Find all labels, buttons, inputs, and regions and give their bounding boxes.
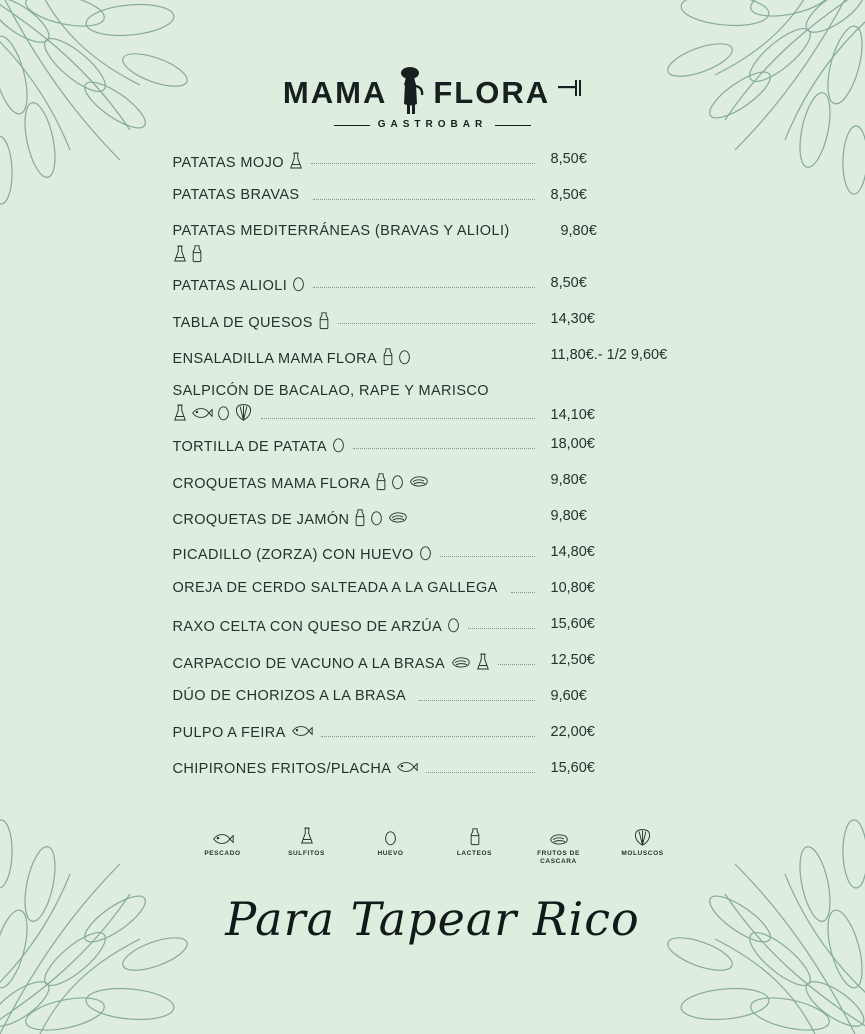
leader-dots: [419, 688, 534, 701]
sulfitos-icon: [173, 244, 187, 269]
leader-spacer: [417, 508, 534, 520]
leader-dots: [311, 151, 535, 164]
moluscos-icon: [234, 404, 253, 426]
legend-item-sulfitos: [276, 816, 338, 858]
menu-item-allergens: [289, 151, 303, 176]
menu-item-name: PATATAS ALIOLI: [172, 277, 288, 294]
pescado-icon: [192, 816, 254, 846]
logo-word-flora: FLORA: [433, 74, 551, 110]
menu-item-allergens: [173, 403, 253, 428]
sulfitos-icon: [276, 816, 338, 846]
pescado-icon: [191, 406, 213, 425]
menu-item-price: 9,60€: [550, 687, 587, 704]
menu-item: [173, 151, 693, 181]
menu-item-name: TABLA DE QUESOS: [172, 314, 313, 331]
restaurant-logo: [0, 0, 865, 131]
menu-item-allergens: [332, 436, 345, 458]
menu-item-price: 15,60€: [550, 615, 595, 632]
legend-label: LACTEOS: [456, 849, 493, 857]
menu-item-allergens: [396, 760, 418, 779]
menu-item: [173, 347, 693, 377]
menu-item-price: 9,80€: [560, 222, 597, 239]
menu-item-name: OREJA DE CERDO SALTEADA A LA GALLEGA: [172, 579, 498, 596]
menu-item-allergens: [292, 275, 305, 297]
menu-item-price: 22,00€: [550, 723, 595, 740]
lacteos-icon: [375, 472, 387, 496]
menu-item-name: PATATAS MOJO: [172, 155, 284, 171]
leader-dots: [440, 544, 535, 557]
menu-item: [173, 580, 693, 610]
menu-item-name: PULPO A FEIRA: [172, 725, 286, 741]
leader-dots: [321, 724, 535, 737]
huevo-icon: [398, 348, 411, 370]
legend-label: FRUTOS DE CASCARA: [537, 849, 580, 865]
menu-item-name: CROQUETAS DE JAMÓN: [172, 511, 350, 528]
menu-item-price: 14,80€: [550, 543, 595, 560]
legend-item-moluscos: [612, 816, 674, 858]
menu-item: [173, 311, 693, 341]
menu-item-price: 15,60€: [550, 759, 595, 776]
leader-dots: [313, 187, 535, 200]
menu-item-name: SALPICÓN DE BACALAO, RAPE Y MARISCO: [172, 382, 489, 399]
menu-item-name: PATATAS MEDITERRÁNEAS (BRAVAS Y ALIOLI): [172, 222, 510, 239]
menu-item: [173, 760, 693, 790]
menu-item: [173, 544, 693, 574]
menu-item-price: 9,80€: [550, 507, 587, 524]
menu-item-allergens: [291, 724, 313, 743]
leader-spacer: [438, 472, 534, 484]
legend-item-pescado: [192, 816, 254, 858]
legend-item-lacteos: [444, 816, 506, 858]
frutos-icon: [408, 474, 430, 493]
leader-dots: [353, 436, 535, 449]
menu-item-name: DÚO DE CHORIZOS A LA BRASA: [172, 687, 407, 704]
lacteos-icon: [354, 508, 366, 532]
menu-item-allergens: [450, 652, 490, 677]
menu-item-allergens: [419, 544, 432, 566]
leader-dots: [338, 311, 535, 324]
menu-item-allergens: [354, 508, 409, 532]
leader-dots: [468, 616, 534, 629]
menu-item-allergens: [447, 616, 460, 638]
menu-item-name: CHIPIRONES FRITOS/PLACHA: [172, 761, 392, 777]
huevo-icon: [391, 473, 404, 495]
sulfitos-icon: [476, 652, 490, 677]
leader-spacer: [526, 223, 544, 235]
leader-dots: [511, 580, 535, 593]
menu-item-name: CARPACCIO DE VACUNO A LA BRASA: [172, 656, 446, 672]
logo-subtitle: GASTROBAR: [377, 119, 488, 130]
fork-icon: [556, 75, 582, 101]
menu-item: [173, 275, 693, 305]
menu-item-name: CROQUETAS MAMA FLORA: [172, 475, 371, 492]
menu-item-price: 8,50€: [550, 186, 587, 203]
sulfitos-icon: [173, 403, 187, 428]
leader-dots: [426, 760, 534, 773]
legend-label: MOLUSCOS: [621, 849, 664, 857]
pescado-icon: [291, 724, 313, 743]
menu-item-price: 8,50€: [550, 274, 587, 291]
menu-item: [173, 652, 693, 682]
menu-item-name: PATATAS BRAVAS: [172, 186, 300, 203]
menu-item-price: 10,80€: [550, 579, 595, 596]
menu-item: [173, 688, 693, 718]
huevo-icon: [332, 436, 345, 458]
menu-item-allergens: [382, 347, 411, 371]
allergen-legend: [0, 816, 865, 866]
menu-item: [173, 383, 693, 428]
leader-spacer: [419, 347, 534, 359]
legend-label: PESCADO: [204, 849, 241, 857]
menu-item-allergens: [375, 472, 430, 496]
menu-item-list: [173, 151, 693, 790]
menu-item-name: ENSALADILLA MAMA FLORA: [172, 350, 378, 367]
sulfitos-icon: [289, 151, 303, 176]
footer-tagline: Para Tapear Rico: [225, 891, 640, 946]
legend-label: SULFITOS: [288, 849, 325, 857]
menu-item: [173, 223, 693, 269]
legend-item-frutos: [528, 816, 590, 866]
legend-item-huevo: [360, 816, 422, 858]
leader-dots: [498, 652, 534, 665]
huevo-icon: [217, 404, 230, 426]
menu-item: [173, 436, 693, 466]
lacteos-icon: [318, 311, 330, 335]
menu-item-name: TORTILLA DE PATATA: [172, 438, 327, 455]
legend-label: HUEVO: [377, 849, 404, 857]
frutos-icon: [528, 816, 590, 846]
menu-item: [173, 508, 693, 538]
menu-item-price: 12,50€: [550, 651, 595, 668]
logo-rule-left: [334, 125, 370, 126]
menu-item-name: PICADILLO (ZORZA) CON HUEVO: [172, 546, 414, 563]
huevo-icon: [370, 509, 383, 531]
menu-item-price: 8,50€: [550, 150, 587, 167]
menu-item-allergens: [318, 311, 330, 335]
huevo-icon: [292, 275, 305, 297]
logo-word-mama: MAMA: [282, 74, 388, 110]
menu-item-name: RAXO CELTA CON QUESO DE ARZÚA: [172, 618, 443, 635]
menu-item-price: 14,10€: [550, 407, 595, 423]
huevo-icon: [360, 816, 422, 846]
menu-item-price: 14,30€: [550, 310, 595, 327]
lacteos-icon: [191, 244, 203, 268]
menu-item-price: 18,00€: [550, 435, 595, 452]
huevo-icon: [419, 544, 432, 566]
menu-item: [173, 472, 693, 502]
menu-item-price: 9,80€: [550, 471, 587, 488]
logo-rule-right: [495, 125, 531, 126]
chef-figure-icon: [393, 64, 427, 116]
menu-item: [173, 616, 693, 646]
pescado-icon: [396, 760, 418, 779]
menu-item-price: 11,80€.- 1/2 9,60€: [550, 346, 668, 363]
menu-item: [173, 187, 693, 217]
leader-dots: [261, 406, 535, 419]
leader-dots: [313, 275, 534, 288]
lacteos-icon: [444, 816, 506, 846]
moluscos-icon: [612, 816, 674, 846]
huevo-icon: [447, 616, 460, 638]
frutos-icon: [450, 655, 472, 674]
menu-item-allergens: [173, 244, 203, 269]
frutos-icon: [387, 510, 409, 529]
menu-item: [173, 724, 693, 754]
lacteos-icon: [382, 347, 394, 371]
